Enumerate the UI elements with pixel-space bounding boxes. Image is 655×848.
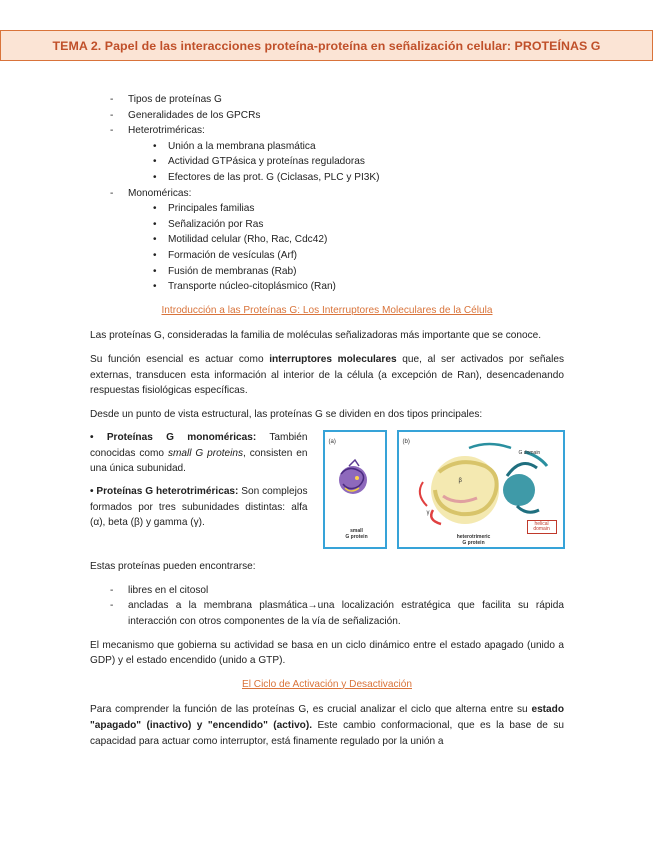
g-protein-figure [323,430,564,549]
page-title-banner [0,30,653,61]
mechanism-paragraph: El mecanismo que gobierna su actividad se basa en un ciclo dinámico entre el estado apagado (unido a GDP) y el estado encendido (unido a GTP). [90,639,564,667]
location-list [90,583,564,630]
helical-domain-label: helical domain [527,520,557,534]
section-heading-cycle: El Ciclo de Activación y Desactivación [242,678,412,690]
panel-b-label: (b) [402,439,410,446]
outline-sublist-monomeric [90,201,564,295]
outline-subitem: • Fusión de membranas (Rab) [168,264,564,280]
location-item: - ancladas a la membrana plasmática→una localización estratégica que facilita su rápida interacción con otros componentes de la vía de señalización. [128,598,564,629]
intro-paragraph-1: Las proteínas G, consideradas la familia de moléculas señalizadoras más importante que se conoce. [90,330,542,342]
beta-label: β [458,478,462,485]
panel-a-label: (a) [328,439,336,446]
outline-subitem: • Unión a la membrana plasmática [168,139,564,155]
gamma-label: γ [426,510,430,517]
g-domain-label: G domain [518,450,541,457]
types-text [90,430,308,549]
outline-item: - Tipos de proteínas G [128,92,564,108]
outline-item: - Generalidades de los GPCRs [128,108,564,124]
outline-list [90,92,564,139]
caption-heterotrimeric: heterotrimeric G protein [456,534,491,547]
page-title: TEMA 2. Papel de las interacciones proteína-proteína en señalización celular: PROTEÍNAS G [52,38,601,53]
outline-subitem: • Efectores de las prot. G (Ciclasas, PLC y PI3K) [168,170,564,186]
heterotrimeric-description: • Proteínas G heterotriméricas: Son complejos formados por tres subunidades distintas: alfa (α), beta (β) y gamma (γ). [90,486,308,529]
intro-paragraph-3: Desde un punto de vista estructural, las proteínas G se dividen en dos tipos principales: [90,408,483,420]
types-section [90,430,564,549]
outline-subitem: • Motilidad celular (Rho, Rac, Cdc42) [168,232,564,248]
section-heading-intro: Introducción a las Proteínas G: Los Interruptores Moleculares de la Célula [161,304,493,316]
outline-subitem: • Señalización por Ras [168,217,564,233]
cycle-paragraph: Para comprender la función de las proteínas G, es crucial analizar el ciclo que alterna entre su estado "apagado" (inactivo) y "encendido" (activo). Este cambio conformacional, que es la base de su capacidad para actuar como interruptor, está finamente regulado por la unión a [90,704,564,747]
location-item: - libres en el citosol [128,583,564,599]
heterotrimeric-g-protein-panel [397,430,565,549]
outline-subitem: • Transporte núcleo-citoplásmico (Ran) [168,279,564,295]
outline-item: - Heterotriméricas: [128,123,564,139]
small-g-protein-panel [323,430,387,549]
monomeric-description: • Proteínas G monoméricas: También conocidas como small G proteins, consisten en una única subunidad. [90,432,308,475]
outline-subitem: • Actividad GTPásica y proteínas reguladoras [168,154,564,170]
outline-subitem: • Formación de vesículas (Arf) [168,248,564,264]
caption-small-g: small G protein [345,528,368,541]
outline-list-2 [90,186,564,202]
intro-paragraph-2: Su función esencial es actuar como interruptores moleculares que, al ser activados por señales externas, transducen esta información al interior de la célula (a excepción de Ran), desencadenando respuestas fisiológicas específicas. [90,353,564,397]
location-intro: Estas proteínas pueden encontrarse: [90,561,256,573]
outline-sublist-heterotrimeric [90,139,564,186]
document-body [90,92,564,757]
outline-subitem: • Principales familias [168,201,564,217]
outline-item: - Monoméricas: [128,186,564,202]
